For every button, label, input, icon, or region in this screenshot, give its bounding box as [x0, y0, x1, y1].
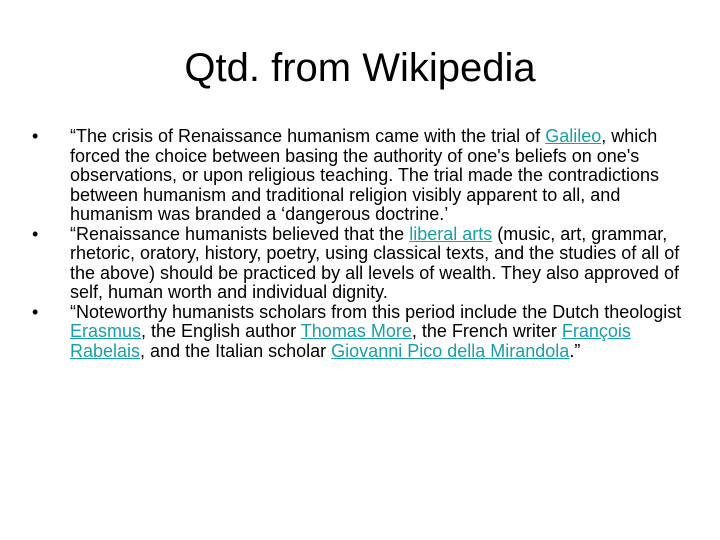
liberal-arts-link[interactable]: liberal arts [409, 223, 493, 244]
bullet-text: .” [569, 340, 581, 361]
thomas-more-link[interactable]: Thomas More [300, 321, 412, 341]
bullet-text: , and the Italian scholar [140, 340, 332, 361]
bullet-text: “The crisis of Renaissance humanism came with the trial of [70, 126, 546, 146]
galileo-link[interactable]: Galileo [545, 126, 602, 146]
bullet-liberal-arts [32, 225, 682, 303]
bullet-text: “Renaissance humanists believed that the [70, 223, 410, 244]
bullet-text: (music, art, grammar, rhetoric, oratory, history, poetry, using classical texts, and the studies of all of the above) should be practiced by all levels of wealth. They also approved of self, human worth and individual dignity. [70, 223, 680, 302]
bullet-text: , the French writer [411, 321, 562, 341]
slide-title: Qtd. from Wikipedia [184, 46, 536, 90]
bullet-galileo [32, 127, 682, 225]
bullet-text: , the English author [141, 321, 301, 341]
bullet-text: , which forced the choice between basing the authority of one's beliefs on one's observations, or upon religious teaching. The trial made the contradictions between humanism and traditional religion visibly apparent to all, and humanism was branded a ‘dangerous doctrine.’ [70, 126, 660, 224]
pico-della-mirandola-link[interactable]: Giovanni Pico della Mirandola [331, 340, 570, 361]
francois-rabelais-link[interactable]: François Rabelais [70, 321, 631, 361]
bullet-marker: • [32, 301, 39, 322]
bullet-humanists [32, 303, 682, 362]
erasmus-link[interactable]: Erasmus [70, 321, 142, 341]
bullet-marker: • [32, 126, 39, 146]
bullet-marker: • [32, 223, 39, 244]
bullet-text: “Noteworthy humanists scholars from this period include the Dutch theologist [70, 301, 682, 322]
bullet-list [32, 127, 682, 361]
